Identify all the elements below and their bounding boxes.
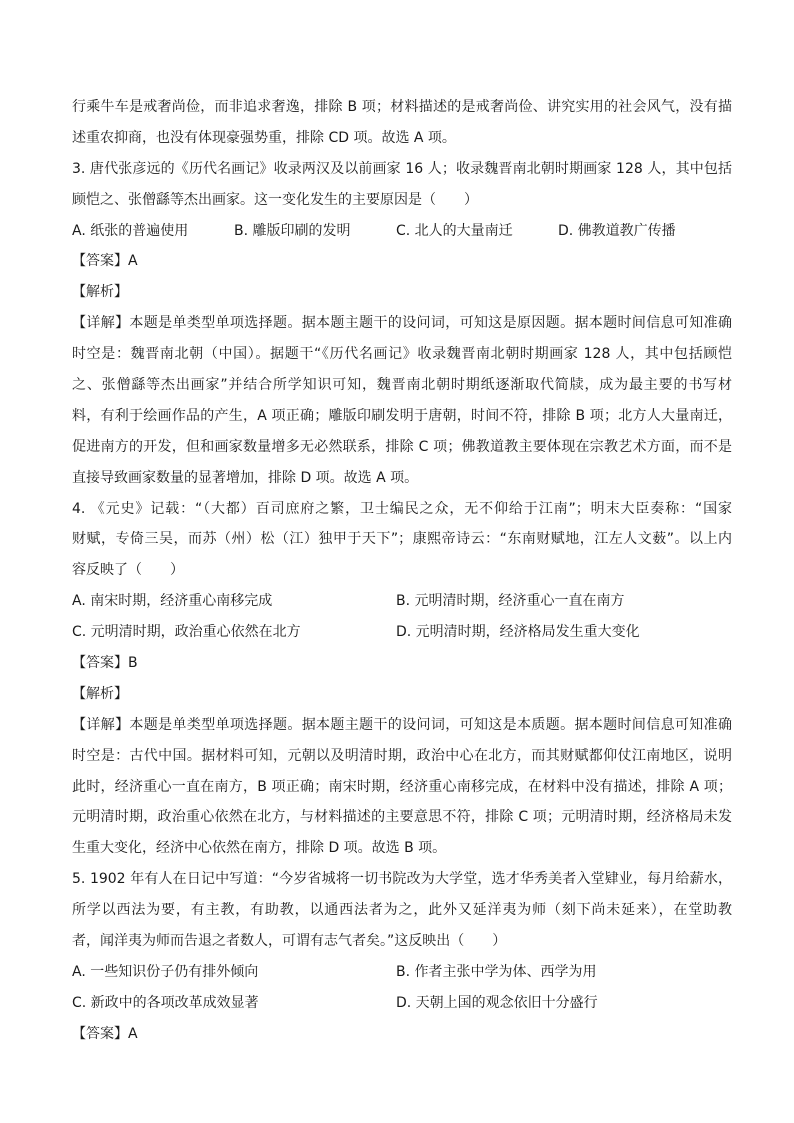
- question-5: [72, 864, 732, 1049]
- option-b: B. 雕版印刷的发明: [234, 222, 351, 239]
- detail-line: 时空是：魏晋南北朝（中国）。据题干“《历代名画记》收录魏晋南北朝时期画家 128 人，其中包括顾恺: [72, 346, 732, 363]
- question-stem-line: 顾恺之、张僧繇等杰出画家。这一变化发生的主要原因是（ ）: [72, 191, 478, 208]
- detail-line: 【详解】本题是单类型单项选择题。据本题主题干的设问词，可知这是本质题。据本题时间信息可知准确: [72, 716, 732, 733]
- analysis-label: 【解析】: [72, 685, 128, 702]
- option-c: C. 北人的大量南迁: [396, 222, 513, 239]
- detail-line: 此时，经济重心一直在南方，B 项正确；南宋时期，经济重心南移完成，在材料中没有描述，排除 A 项；: [72, 778, 732, 795]
- option-d: D. 天朝上国的观念依旧十分盛行: [396, 994, 598, 1011]
- question-4: [72, 494, 732, 865]
- analysis-label: 【解析】: [72, 284, 128, 301]
- option-a: A. 一些知识份子仍有排外倾向: [72, 963, 259, 980]
- options-row: [72, 988, 732, 1019]
- question-stem-line: 财赋，专倚三吴，而苏（州）松（江）独甲于天下”；康熙帝诗云：“东南财赋地，江左人文薮”。以上内: [72, 531, 732, 548]
- text-line: 行乘牛车是戒奢尚俭，而非追求奢逸，排除 B 项；材料描述的是戒奢尚俭、讲究实用的社会风气，没有描: [72, 99, 732, 115]
- option-b: B. 作者主张中学为体、西学为用: [396, 963, 597, 980]
- question-stem-line: 3. 唐代张彦远的《历代名画记》收录两汉及以前画家 16 人；收录魏晋南北朝时期画家 128 人，其中包括: [72, 160, 732, 177]
- options-row: [72, 617, 732, 648]
- detail-line: 直接导致画家数量的显著增加，排除 D 项。故选 A 项。: [72, 469, 419, 486]
- option-a: A. 南宋时期，经济重心南移完成: [72, 593, 273, 610]
- detail-line: 【详解】本题是单类型单项选择题。据本题主题干的设问词，可知这是原因题。据本题时间信息可知准确: [72, 315, 732, 332]
- option-a: A. 纸张的普遍使用: [72, 222, 189, 239]
- question-stem-line: 4. 《元史》记载：“（大都）百司庶府之繁，卫士编民之众，无不仰给于江南”；明末大臣奏称：“国家: [72, 500, 732, 517]
- option-c: C. 元明清时期，政治重心依然在北方: [72, 624, 301, 641]
- text-line: 述重农抑商，也没有体现豪强势重，排除 CD 项。故选 A 项。: [72, 129, 456, 146]
- q2-analysis-tail: [72, 92, 732, 154]
- detail-line: 生重大变化，经济中心依然在南方，排除 D 项。故选 B 项。: [72, 840, 447, 857]
- answer-label: 【答案】A: [72, 1025, 138, 1042]
- question-stem-line: 容反映了（ ）: [72, 562, 184, 579]
- document-page: [72, 92, 732, 1050]
- detail-line: 元明清时期，政治重心依然在北方，与材料描述的主要意思不符，排除 C 项；元明清时期，经济格局未发: [72, 809, 732, 826]
- options-row: [72, 216, 732, 247]
- options-row: [72, 957, 732, 988]
- question-3: [72, 154, 732, 494]
- option-d: D. 佛教道教广传播: [558, 222, 676, 239]
- detail-line: 时空是：古代中国。据材料可知，元朝以及明清时期，政治中心在北方，而其财赋都仰仗江南地区，说明: [72, 747, 732, 764]
- question-stem-line: 者，闻洋夷为师而告退之者数人，可谓有志气者矣。”这反映出（ ）: [72, 933, 507, 950]
- detail-line: 之、张僧繇等杰出画家”并结合所学知识可知，魏晋南北朝时期纸逐渐取代简牍，成为最主要的书写材: [72, 377, 732, 394]
- option-c: C. 新政中的各项改革成效显著: [72, 994, 259, 1011]
- answer-label: 【答案】A: [72, 253, 138, 270]
- question-stem-line: 5. 1902 年有人在日记中写道：“今岁省城将一切书院改为大学堂，选才华秀美者入堂肄业，每月给薪水，: [72, 871, 732, 888]
- option-d: D. 元明清时期，经济格局发生重大变化: [396, 624, 640, 641]
- options-row: [72, 586, 732, 617]
- detail-line: 促进南方的开发，但和画家数量增多无必然联系，排除 C 项；佛教道教主要体现在宗教艺术方面，而不是: [72, 438, 732, 455]
- detail-line: 料，有利于绘画作品的产生，A 项正确；雕版印刷发明于唐朝，时间不符，排除 B 项；北方人大量南迁，: [72, 407, 732, 424]
- option-b: B. 元明清时期，经济重心一直在南方: [396, 593, 625, 610]
- question-stem-line: 所学以西法为要，有主教，有助教，以通西法者为之，此外又延洋夷为师（刻下尚未延来），在堂助教: [72, 902, 732, 919]
- answer-label: 【答案】B: [72, 655, 138, 672]
